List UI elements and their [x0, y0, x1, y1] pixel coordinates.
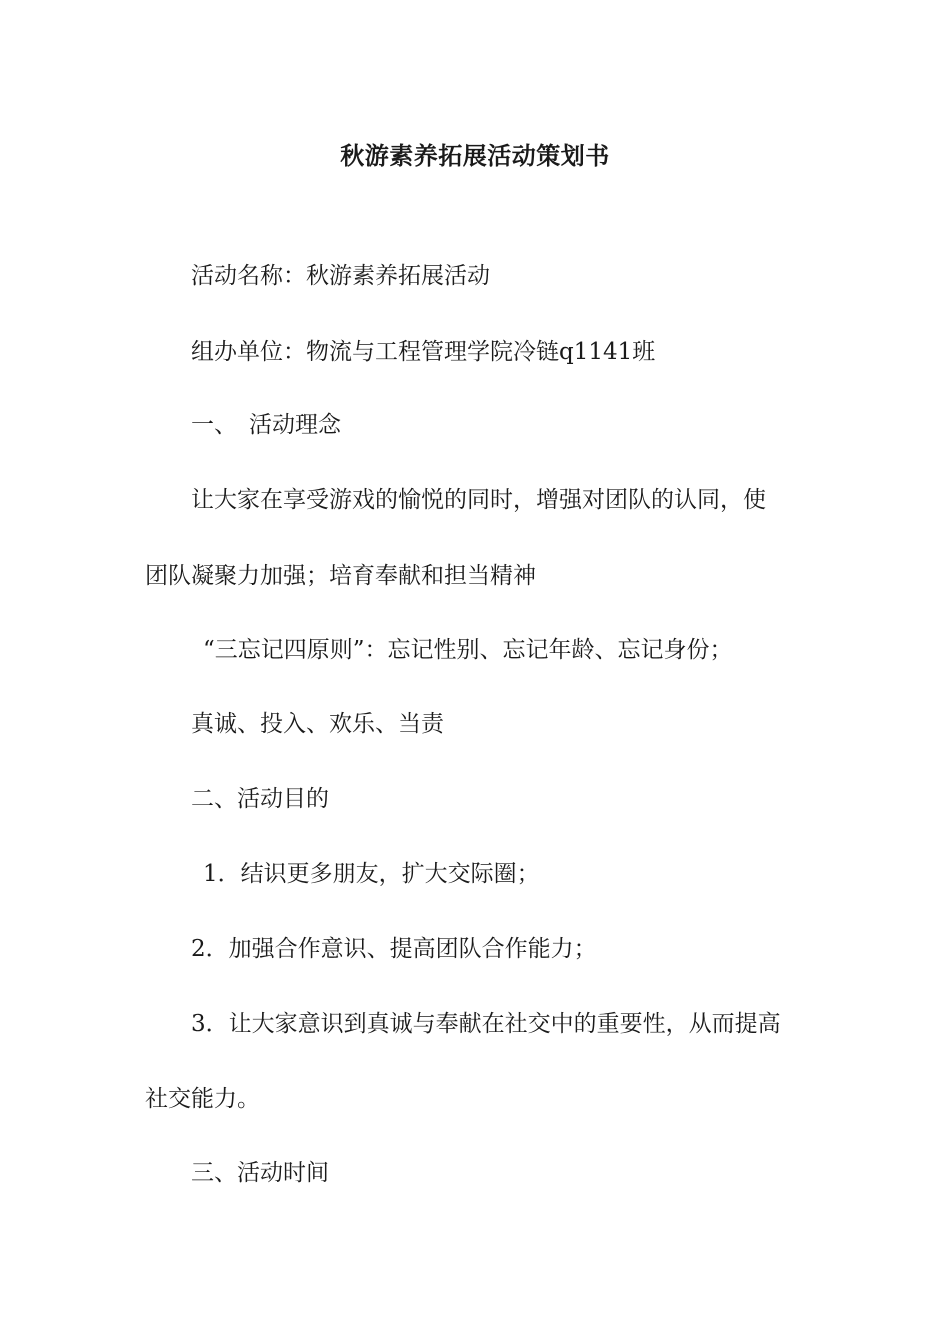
section-3-heading: 三、活动时间 [191, 1160, 329, 1186]
principles-line-2: 真诚、投入、欢乐、当责 [191, 711, 444, 737]
section-1-title: 活动理念 [249, 412, 341, 438]
purpose-item-3-line-2: 社交能力。 [145, 1086, 260, 1112]
section-1-number: 一、 [191, 412, 237, 438]
activity-name-line: 活动名称：秋游素养拓展活动 [191, 263, 490, 289]
section-1-heading [191, 411, 341, 439]
section-2-heading: 二、活动目的 [191, 786, 329, 812]
concept-paragraph-line-2: 团队凝聚力加强；培育奉献和担当精神 [145, 563, 536, 589]
document-title: 秋游素养拓展活动策划书 [340, 141, 610, 170]
organizer-line: 组办单位：物流与工程管理学院冷链q1141班 [191, 339, 656, 365]
principles-line: “三忘记四原则”：忘记性别、忘记年龄、忘记身份； [203, 637, 733, 663]
purpose-item-3-line-1: 3．让大家意识到真诚与奉献在社交中的重要性，从而提高 [191, 1011, 781, 1037]
purpose-item-2: 2．加强合作意识、提高团队合作能力； [191, 936, 597, 962]
purpose-item-1: 1．结识更多朋友，扩大交际圈； [203, 861, 540, 887]
concept-paragraph-line-1: 让大家在享受游戏的愉悦的同时，增强对团队的认同，使 [191, 487, 766, 513]
